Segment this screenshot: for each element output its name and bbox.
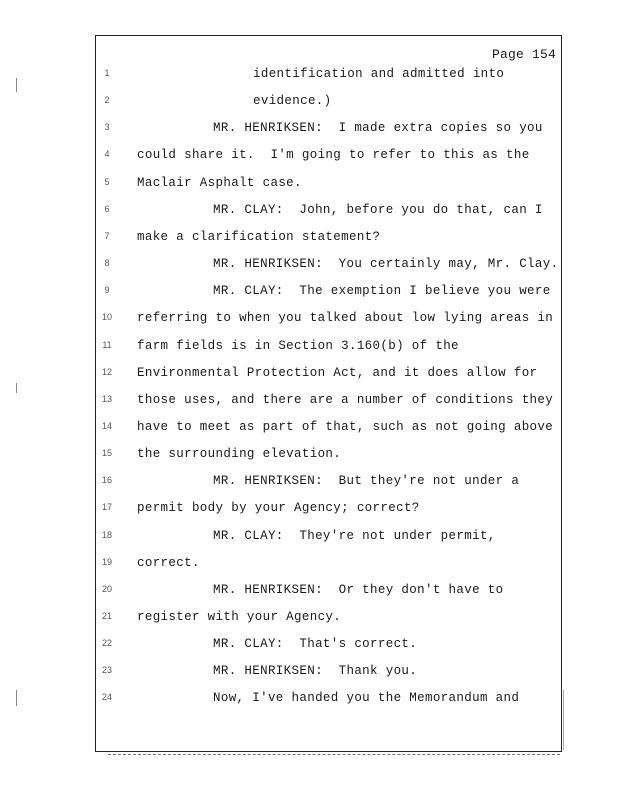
line-text: could share it. I'm going to refer to this as the — [137, 148, 530, 163]
transcript-line — [0, 311, 618, 331]
line-number: 16 — [101, 475, 112, 486]
line-number: 22 — [101, 638, 112, 649]
line-number: 6 — [104, 203, 110, 214]
transcript-line — [0, 203, 618, 223]
line-text: referring to when you talked about low lying areas in — [137, 311, 554, 326]
line-number: 24 — [101, 692, 112, 703]
transcript-line — [0, 121, 618, 141]
line-text: MR. HENRIKSEN: Thank you. — [213, 664, 418, 679]
line-text: MR. CLAY: John, before you do that, can I — [213, 202, 543, 217]
line-text: those uses, and there are a number of conditions they — [137, 392, 554, 407]
line-text: MR. HENRIKSEN: I made extra copies so you — [213, 121, 543, 136]
transcript-line — [0, 474, 618, 494]
transcript-line — [0, 148, 618, 168]
transcript-line — [0, 393, 618, 413]
line-number: 23 — [101, 665, 112, 676]
transcript-line — [0, 556, 618, 576]
line-text: evidence.) — [253, 94, 332, 109]
transcript-line — [0, 339, 618, 359]
line-number: 18 — [101, 529, 112, 540]
line-text: Maclair Asphalt case. — [137, 175, 302, 190]
line-number: 8 — [104, 258, 110, 269]
line-text: have to meet as part of that, such as not going above — [137, 419, 554, 434]
transcript-line — [0, 664, 618, 684]
transcript-line — [0, 447, 618, 467]
transcript-line — [0, 284, 618, 304]
line-text: MR. HENRIKSEN: But they're not under a — [213, 474, 520, 489]
line-number: 14 — [101, 420, 112, 431]
transcript-line — [0, 637, 618, 657]
line-text: MR. HENRIKSEN: You certainly may, Mr. Clay. — [213, 257, 559, 272]
line-text: MR. CLAY: The exemption I believe you were — [213, 284, 551, 299]
line-number: 12 — [101, 366, 112, 377]
transcript-line — [0, 610, 618, 630]
line-number: 17 — [101, 502, 112, 513]
transcript-line — [0, 691, 618, 711]
line-number: 19 — [101, 556, 112, 567]
line-number: 9 — [104, 285, 110, 296]
transcript-line — [0, 230, 618, 250]
line-number: 13 — [101, 393, 112, 404]
transcript-line — [0, 94, 618, 114]
transcript-line — [0, 583, 618, 603]
line-number: 3 — [104, 122, 110, 133]
line-text: permit body by your Agency; correct? — [137, 501, 420, 516]
transcript-line — [0, 176, 618, 196]
line-text: identification and admitted into — [253, 67, 505, 81]
line-text: Now, I've handed you the Memorandum and — [213, 691, 520, 706]
line-text: MR. CLAY: They're not under permit, — [213, 528, 496, 543]
line-number: 15 — [101, 448, 112, 459]
line-number: 20 — [101, 583, 112, 594]
line-text: register with your Agency. — [137, 610, 342, 624]
transcript-line — [0, 67, 618, 87]
line-text: correct. — [137, 555, 200, 570]
transcript-line — [0, 257, 618, 277]
line-number: 2 — [104, 95, 110, 106]
line-text: MR. HENRIKSEN: Or they don't have to — [213, 582, 504, 597]
page-number: Page 154 — [491, 47, 556, 62]
bottom-rule — [108, 754, 560, 755]
transcript-line — [0, 366, 618, 386]
line-text: the surrounding elevation. — [137, 447, 342, 462]
line-number: 5 — [104, 176, 110, 187]
transcript-line — [0, 420, 618, 440]
line-text: make a clarification statement? — [137, 229, 381, 244]
line-number: 21 — [101, 611, 112, 621]
line-number: 4 — [104, 149, 110, 160]
line-number: 11 — [102, 339, 112, 350]
line-text: Environmental Protection Act, and it does allow for — [137, 365, 538, 380]
line-number: 10 — [101, 312, 112, 323]
transcript-line — [0, 501, 618, 521]
line-number: 1 — [104, 68, 110, 78]
line-number: 7 — [104, 230, 110, 241]
line-text: MR. CLAY: That's correct. — [213, 637, 418, 652]
line-text: farm fields is in Section 3.160(b) of the — [137, 338, 459, 353]
transcript-line — [0, 529, 618, 549]
